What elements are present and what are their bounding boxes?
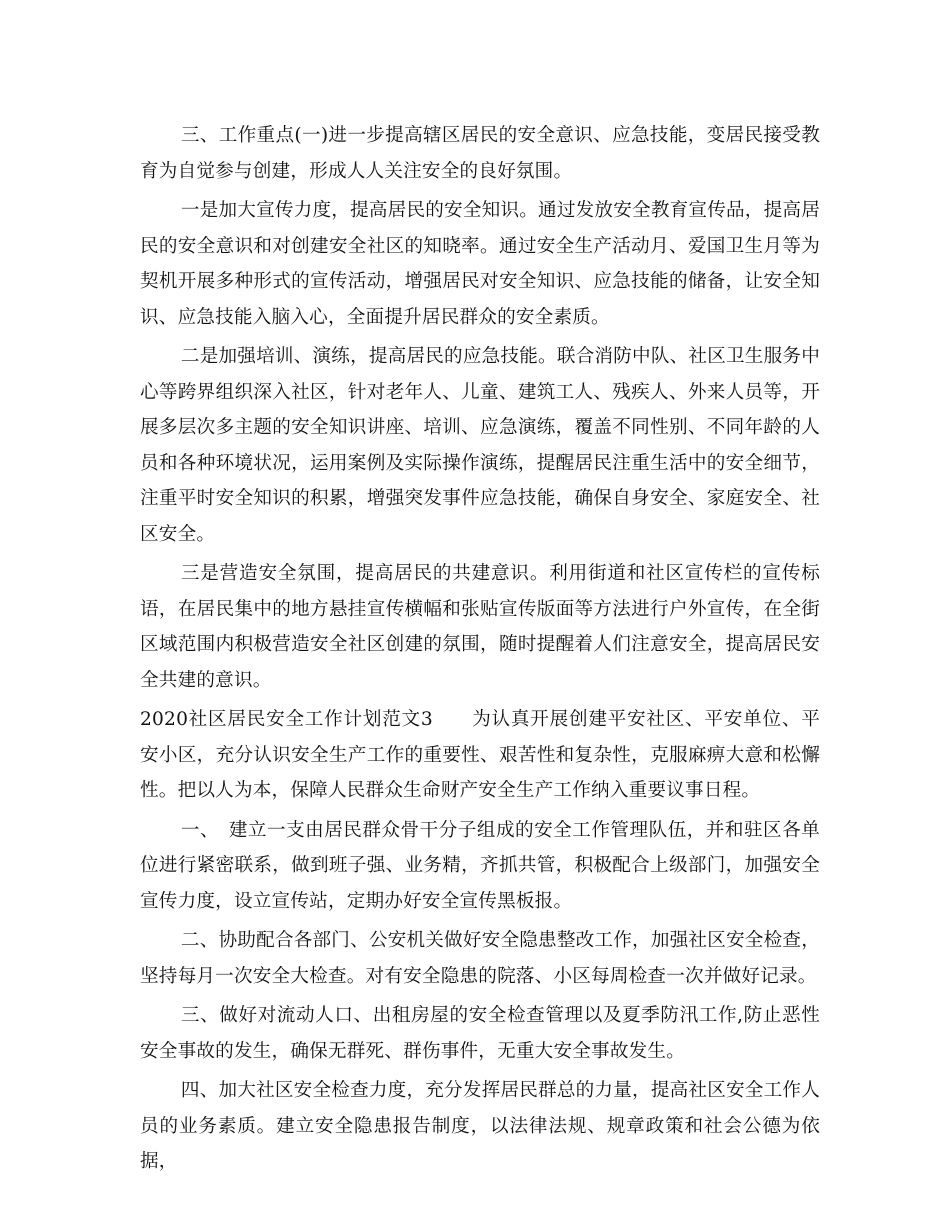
paragraph-item-4: 四、加大社区安全检查力度，充分发挥居民群总的力量，提高社区安全工作人员的业务素质。建立安全隐患报告制度，以法律法规、规章政策和社会公德为依据， xyxy=(140,1080,820,1172)
paragraph-work-focus: 三、工作重点(一)进一步提高辖区居民的安全意识、应急技能，变居民接受教育为自觉参与创建，形成人人关注安全的良好氛围。 xyxy=(140,125,820,182)
paragraph-training: 二是加强培训、演练，提高居民的应急技能。联合消防中队、社区卫生服务中心等跨界组织深入社区，针对老年人、儿童、建筑工人、残疾人、外来人员等，开展多层次多主题的安全知识讲座、培训、应急演练，覆盖不同性别、不同年龄的人员和各种环境状况，运用案例及实际操作演练，提醒居民注重生活中的安全细节，注重平时安全知识的积累，增强突发事件应急技能，确保自身安全、家庭安全、社区安全。 xyxy=(140,346,820,545)
paragraph-item-3: 三、做好对流动人口、出租房屋的安全检查管理以及夏季防汛工作,防止恶性安全事故的发生，确保无群死、群伤事件，无重大安全事故发生。 xyxy=(140,1005,820,1062)
paragraph-sample-3-intro: 2020社区居民安全工作计划范文3 为认真开展创建平安社区、平安单位、平安小区，充分认识安全生产工作的重要性、艰苦性和复杂性，克服麻痹大意和松懈性。把以人为本，保障人民群众生命财产安全生产工作纳入重要议事日程。 xyxy=(140,709,820,801)
paragraph-atmosphere: 三是营造安全氛围，提高居民的共建意识。利用街道和社区宣传栏的宣传标语，在居民集中的地方悬挂宣传横幅和张贴宣传版面等方法进行户外宣传，在全街区域范围内积极营造安全社区创建的氛围，随时提醒着人们注意安全，提高居民安全共建的意识。 xyxy=(140,563,820,691)
paragraph-item-1: 一、 建立一支由居民群众骨干分子组成的安全工作管理队伍，并和驻区各单位进行紧密联系，做到班子强、业务精，齐抓共管，积极配合上级部门，加强安全宣传力度，设立宣传站，定期办好安全宣传黑板报。 xyxy=(140,819,820,912)
document-page xyxy=(140,118,820,1184)
paragraph-publicity: 一是加大宣传力度，提高居民的安全知识。通过发放安全教育宣传品，提高居民的安全意识和对创建安全社区的知晓率。通过安全生产活动月、爱国卫生月等为契机开展多种形式的宣传活动，增强居民对安全知识、应急技能的储备，让安全知识、应急技能入脑入心，全面提升居民群众的安全素质。 xyxy=(140,200,820,328)
paragraph-item-2: 二、协助配合各部门、公安机关做好安全隐患整改工作，加强社区安全检查，坚持每月一次安全大检查。对有安全隐患的院落、小区每周检查一次并做好记录。 xyxy=(140,930,820,987)
